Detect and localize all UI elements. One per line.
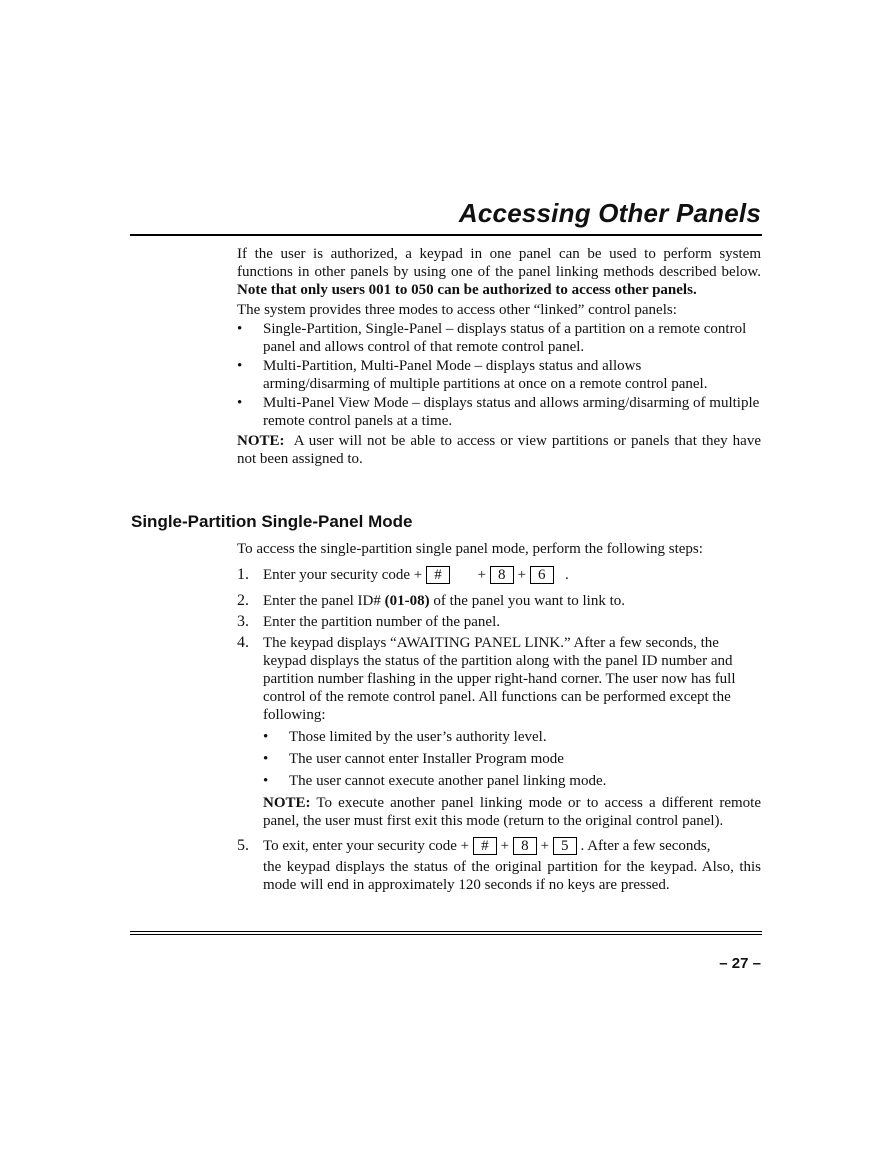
plus-sign: + [540, 838, 550, 854]
page-title: Accessing Other Panels [458, 198, 761, 228]
step-4-note [263, 794, 761, 830]
steps-block [237, 540, 761, 894]
section-intro: To access the single-partition single panel mode, perform the following steps: [237, 541, 703, 557]
step-text: the keypad displays the status of the original partition for the keypad. Also, this mode will end in approximately 120 seconds if no keys are pressed. [263, 859, 761, 893]
step-5 [237, 837, 761, 855]
step-4-sublist [237, 728, 761, 830]
step-text: of the panel you want to link to. [433, 593, 626, 609]
step-end: . [564, 567, 569, 583]
step-4 [237, 634, 761, 724]
step-2 [237, 592, 761, 610]
key-8: 8 [490, 566, 514, 584]
plus-sign: + [477, 567, 486, 583]
step-number: 3. [237, 613, 249, 630]
key-8: 8 [513, 837, 537, 855]
list-item [263, 772, 761, 790]
step-text: Enter the panel ID# [263, 593, 381, 609]
step-text: . After a few seconds, [580, 838, 711, 854]
intro-block [237, 245, 761, 468]
mode-item [237, 320, 761, 356]
modes-intro: The system provides three modes to access other “linked” control panels: [237, 302, 677, 318]
step-text: To exit, enter your security code + [263, 838, 470, 854]
bullet-icon: • [237, 321, 243, 337]
panel-id-range: (01-08) [384, 593, 430, 609]
mode-item [237, 394, 761, 430]
mode-text: Multi-Partition, Multi-Panel Mode – displays status and allows arming/disarming of multiple partitions at once on a remote control panel. [263, 358, 708, 392]
note-label: NOTE: [237, 433, 285, 449]
list-item-text: The user cannot execute another panel linking mode. [289, 773, 607, 789]
note-text: A user will not be able to access or view partitions or panels that they have not been assigned to. [237, 433, 761, 467]
step-text: Enter your security code + [263, 567, 423, 583]
plus-sign: + [517, 567, 526, 583]
list-item-text: Those limited by the user’s authority level. [289, 729, 547, 745]
key-5: 5 [553, 837, 577, 855]
section-heading: Single-Partition Single-Panel Mode [131, 512, 413, 531]
key-hash: # [473, 837, 497, 855]
step-5-continuation [237, 858, 761, 894]
bullet-icon: • [237, 358, 243, 374]
note-label: NOTE: [263, 795, 311, 811]
step-text: The keypad displays “AWAITING PANEL LINK.” After a few seconds, the keypad displays the status of the partition along with the panel ID number and partition number flashing in the upper right-hand corner. The user now has full control of the remote control panel. All functions can be performed except the following: [263, 635, 736, 723]
key-6: 6 [530, 566, 554, 584]
mode-text: Single-Partition, Single-Panel – displays status of a partition on a remote control panel and allows control of that remote control panel. [263, 321, 747, 355]
page-number: – 27 – [719, 955, 761, 972]
list-item [263, 750, 761, 768]
bullet-icon: • [263, 729, 269, 745]
bullet-icon: • [263, 751, 269, 767]
step-number: 1. [237, 566, 249, 583]
bullet-icon: • [237, 395, 243, 411]
key-hash: # [426, 566, 450, 584]
mode-item [237, 357, 761, 393]
plus-sign: + [500, 838, 510, 854]
intro-paragraph [237, 245, 761, 299]
step-number: 5. [237, 837, 249, 854]
title-rule [130, 234, 762, 236]
footer-rule [130, 931, 762, 935]
step-number: 2. [237, 592, 249, 609]
mode-text: Multi-Panel View Mode – displays status and allows arming/disarming of multiple remote control panels at a time. [263, 395, 760, 429]
intro-bold-note: Note that only users 001 to 050 can be authorized to access other panels. [237, 282, 697, 298]
step-text: Enter the partition number of the panel. [263, 614, 501, 630]
step-number: 4. [237, 634, 249, 651]
step-3 [237, 613, 761, 631]
step-1 [237, 566, 761, 584]
bullet-icon: • [263, 773, 269, 789]
list-item-text: The user cannot enter Installer Program mode [289, 751, 564, 767]
intro-text: If the user is authorized, a keypad in one panel can be used to perform system functions in other panels by using one of the panel linking methods described below. [237, 246, 761, 280]
note-paragraph [237, 432, 761, 468]
note-text: To execute another panel linking mode or to access a different remote panel, the user must first exit this mode (return to the original control panel). [263, 795, 761, 829]
list-item [263, 728, 761, 746]
